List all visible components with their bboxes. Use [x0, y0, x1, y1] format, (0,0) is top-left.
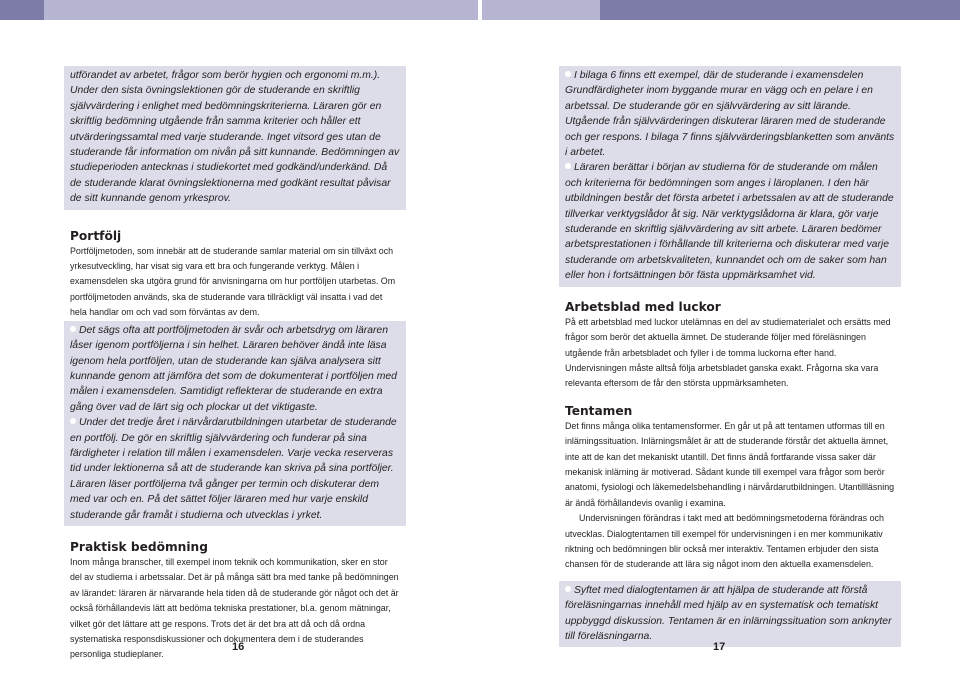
header-bar-right [482, 0, 960, 20]
example-bullet-2 [565, 160, 895, 283]
page-number-right: 17 [713, 641, 726, 653]
example-bullet-2-text: Läraren berättar i början av studierna för de studerande om målen och kriterierna för bedömningen som anges i läroplanen. I den här utbildningen består det första arbetet i arbetssalen av att de studerande tillverkar verktygslådor åt sig. När verktygslådorna är klara, gör varje studerande en skriftlig självvärdering av sitt arbete. Läraren bedömer arbetsprestationen i förhållande till kriterierna och diskuterar med varje studerande om arbetskvaliteten, kunnandet och om de saker som han eller hon i fortsättningen bör fästa uppmärksamhet vid. [565, 162, 894, 282]
exams-bullet [565, 583, 895, 645]
header-bar-right-dark [600, 0, 960, 20]
intro-text: utförandet av arbetet, frågor som berör hygien och ergonomi m.m.). Under den sista övningslektionen gör de studerande en skriftlig självvärdering i enlighet med bedömningskriterierna. Läraren gör en skriftlig bedömning utgående från samma kriterier och håller ett utvärderingssamtal med varje studerande. Inget vitsord ges utan de studerande får information om nivån på sitt kunnande. Bedömningen av studieperioden antecknas i studiekortet med godkänd/underkänd. Då de studerande klarat övningslektionerna med godkänt resultat påvisar de sitt kunnande genom yrkesprov. [70, 70, 400, 205]
page-number-left: 16 [232, 641, 245, 653]
exams-bullet-text: Syftet med dialogtentamen är att hjälpa de studerande att förstå föreläsningarnas innehåll med hjälp av en systematisk och tematiskt uppbyggd diskussion. Tentamen är en inlärningssituation som anknyter till föreläsningarna. [565, 584, 892, 642]
header-bar-left [0, 0, 478, 20]
bullet-icon [565, 163, 571, 169]
header-bar-left-dark [0, 0, 44, 20]
practice-body: Inom många branscher, till exempel inom teknik och kommunikation, sker en stor del av studierna i arbetssalar. Det är på många sätt bra med tanke på bedömningen av lärandet: läraren är närvarande hela tiden då de studerande gör något och det är också förhållandevis lätt att bedöma tekniska prestationer, bl.a. genom mätningar, vilket gör det lättare att ge respons. Trots det är det bra att då och då ordna systematiska responsdiskussioner och dokumentera dem i de studerandes personliga studieplaner. [70, 556, 399, 660]
exams-heading: Tentamen [565, 403, 633, 418]
header-bar-right-light [482, 0, 600, 20]
right-page [565, 66, 895, 647]
portfolio-body: Portföljmetoden, som innebär att de studerande samlar material om sin tillväxt och yrkesutveckling, har visat sig vara ett bra och fungerande verktyg. Målen i examensdelen ska utgöra grund för anvisningarna om hur portföljen utarbetas. Om portföljmetoden används, ska de studerande vara tillräckligt väl insatta i vad det hela handlar om och vad som förväntas av dem. [70, 245, 396, 318]
header-bar-left-light [44, 0, 478, 20]
example-bullet-1 [565, 68, 895, 160]
example-highlight-box [559, 66, 901, 287]
portfolio-heading: Portfölj [70, 228, 122, 243]
bullet-icon [565, 586, 571, 592]
bullet-icon [565, 71, 571, 77]
portfolio-bullet-1-text: Det sägs ofta att portföljmetoden är svår och arbetsdryg om läraren låser igenom portföljerna i sin helhet. Läraren behöver ändå inte läsa igenom hela portföljen, utan de studerande kan själva analysera sitt kunnande genom att jämföra det som de dokumenterat i portföljen med målen i examensdelen. Samtidigt reflekterar de studerande en extra gång över vad de lärt sig och plockar ut det viktigaste. [70, 324, 397, 413]
exams-highlight-box [559, 581, 901, 648]
portfolio-bullet-2-text: Under det tredje året i närvårdarutbildningen utarbetar de studerande en portfölj. De gör en skriftlig självvärdering och funderar på sina färdigheter i relation till målen i examensdelen. Varje vecka reserveras tid under lektionerna så att de studerande kan skriva på sina portföljer. Läraren läser portföljerna två gånger per termin och diskuterar dem med var och en. På det sättet följer läraren med hur varje enskild studerande går framåt i studierna och utvecklas i yrket. [70, 417, 397, 521]
worksheet-heading: Arbetsblad med luckor [565, 299, 721, 314]
left-page [70, 66, 400, 663]
worksheet-body: På ett arbetsblad med luckor utelämnas en del av studiematerialet och ersätts med frågor som berör det aktuella ämnet. De studerande följer med föreläsningen utgående från arbetsbladet och fyller i de tomma luckorna efter hand. Undervisningen måste alltså följa arbetsbladet ganska exakt. Frågorna ska vara relevanta eftersom de får den största uppmärksamheten. [565, 316, 891, 389]
bullet-icon [70, 418, 76, 424]
portfolio-bullet-2 [70, 415, 400, 523]
exams-body-2: Undervisningen förändras i takt med att bedömningsmetoderna förändras och utvecklas. Dialogtentamen till exempel för undervisningen i en mer kommunikativ riktning och bedömningen blir också mer interaktiv. Tentamen erbjuder den sista chansen för de studerande att lära sig något inom den aktuella examensdelen. [565, 513, 884, 570]
bullet-icon [70, 326, 76, 332]
intro-highlight-box [64, 66, 406, 210]
portfolio-highlight-box [64, 321, 406, 526]
practice-heading: Praktisk bedömning [70, 539, 208, 554]
exams-body-1: Det finns många olika tentamensformer. En går ut på att tentamen utformas till en inlärningssituation. Inlärningsmålet är att de studerande förstår det aktuella ämnet, inte att de kan det mekaniskt utantill. Det finns ändå fortfarande vissa saker där mekanisk inlärning är motiverad. Sådant kunde till exempel vara frågor som berör anatomi, fysiologi och läkemedelsbehandling i närvårdarutbildningen. Utantillläsning är ändå förhållandevis ovanlig i examina. [565, 420, 895, 508]
example-bullet-1-text: I bilaga 6 finns ett exempel, där de studerande i examensdelen Grundfärdigheter inom byggande murar en vägg och en pelare i en arbetssal. De studerande gör en självvärdering av sitt lärande. Utgående från självvärderingen diskuterar läraren med de studerande och ger respons. I bilaga 7 finns självvärderingsblanketten som använts i arbetet. [565, 70, 895, 159]
portfolio-bullet-1 [70, 323, 400, 415]
